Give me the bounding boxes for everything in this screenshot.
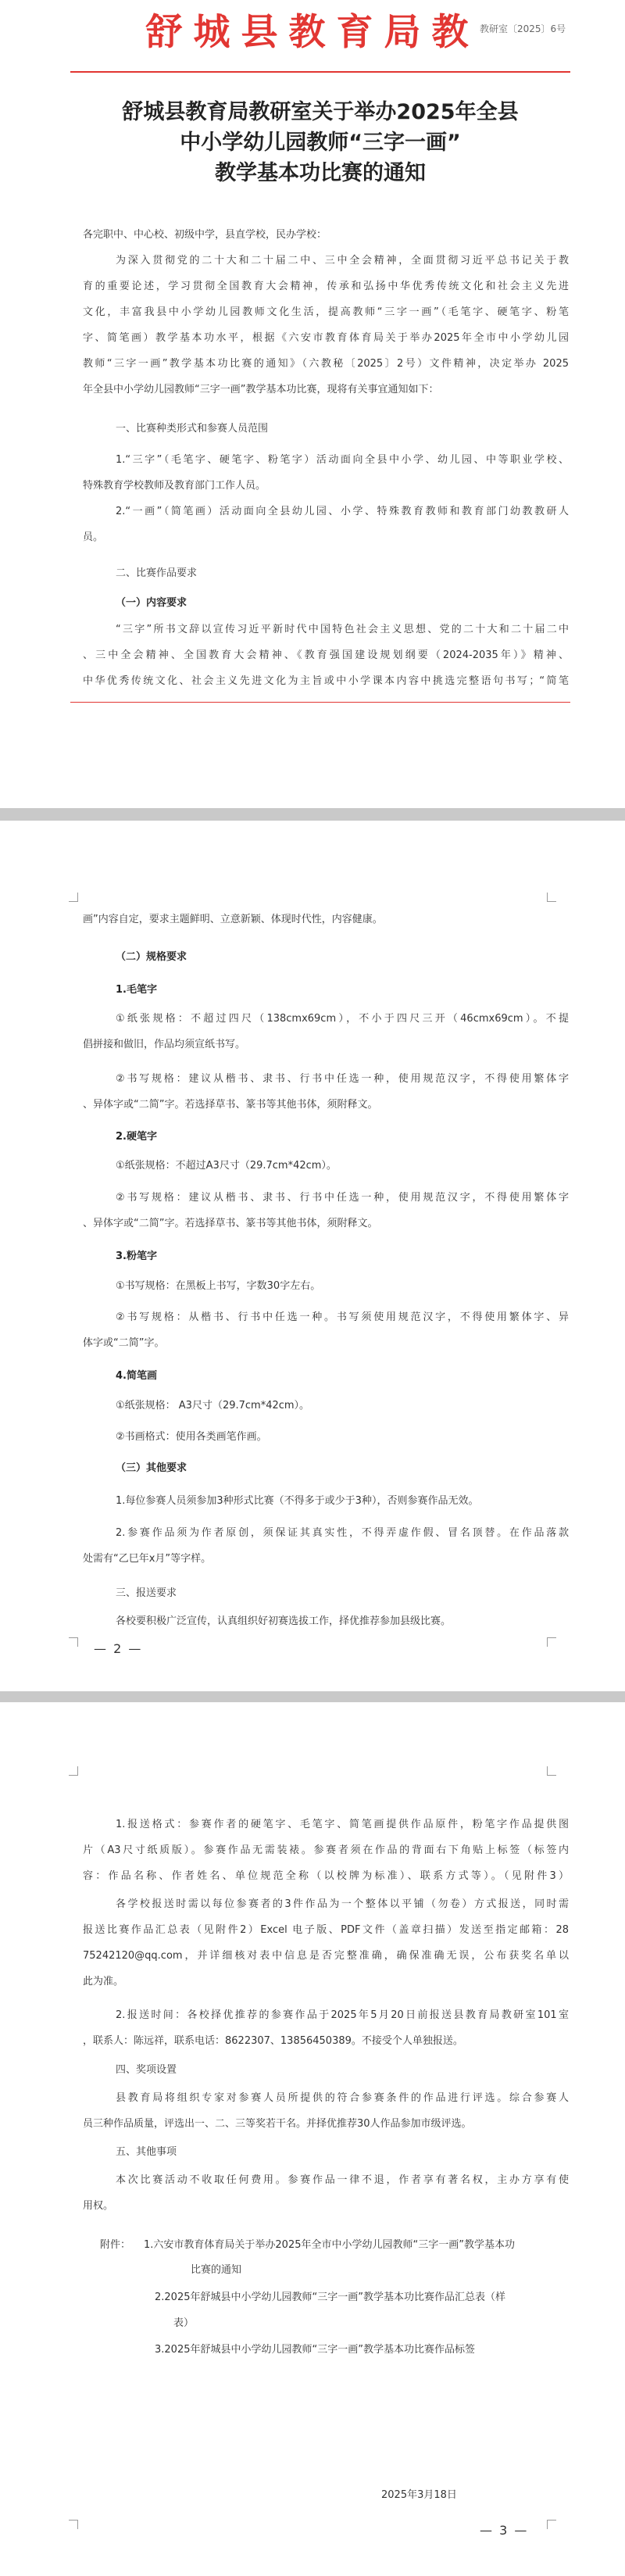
section-heading: 二、比赛作品要求	[116, 567, 198, 579]
section-heading: 四、奖项设置	[116, 2064, 177, 2076]
document-number: 教研室〔2025〕6号	[480, 23, 566, 34]
paragraph-line: 年全县中小学幼儿园教师“三字一画”教学基本功比赛，现将有关事宜通知如下：	[83, 384, 439, 395]
notice-title-line-3: 教学基本功比赛的通知	[215, 161, 426, 185]
masthead-red-line	[70, 71, 570, 73]
paragraph-line: ①纸张规格：不超过四尺（138cmx69cm），不小于四尺三开（46cmx69cm）。不提	[116, 1013, 569, 1025]
paragraph-line: 各完职中、中心校、初级中学，县直学校，民办学校：	[83, 229, 327, 241]
paragraph-line: 2.“一画”（简笔画）活动面向全县幼儿园、小学、特殊教育教师和教育部门幼教教研人	[116, 506, 569, 517]
attachment-item: 表）	[173, 2317, 195, 2329]
document-page-2	[0, 821, 625, 1691]
page-number: — 3 —	[480, 2523, 529, 2538]
paragraph-line: 、异体字或“二简”字。若选择草书、篆书等其他书体，须附释文。	[83, 1218, 378, 1229]
notice-title-line-1: 舒城县教育局教研室关于举办2025年全县	[122, 100, 519, 124]
paragraph-line: 育的重要论述，学习贯彻全国教育大会精神，传承和弘扬中华优秀传统文化和社会主义先进	[83, 281, 569, 292]
margin-corner-mark	[547, 1637, 556, 1647]
attachment-item: 3.2025年舒城县中小学幼儿园教师“三字一画”教学基本功比赛作品标签	[155, 2344, 475, 2356]
attachments-label: 附件：	[100, 2239, 131, 2251]
paragraph-line: ②书写规格：建议从楷书、隶书、行书中任选一种，使用规范汉字，不得使用繁体字	[116, 1073, 569, 1085]
item-heading: 3.粉笔字	[116, 1250, 157, 1262]
paragraph-line: 用权。	[83, 2200, 114, 2212]
issue-date: 2025年3月18日	[381, 2489, 457, 2501]
paragraph-line: 1.每位参赛人员须参加3种形式比赛（不得多于或少于3种），否则参赛作品无效。	[116, 1495, 479, 1507]
paragraph-line: 、三中全会精神、全国教育大会精神、《教育强国建设规划纲要（2024-2035年）》精神、	[83, 649, 569, 661]
paragraph-line: 字、简笔画）教学基本功水平，根据《六安市教育体育局关于举办2025年全市中小学幼儿园	[83, 332, 569, 344]
paragraph-line: 县教育局将组织专家对参赛人员所提供的符合参赛条件的作品进行评选。综合参赛人	[116, 2092, 569, 2104]
paragraph-line: ②书写规格：从楷书、行书中任选一种。书写须使用规范汉字，不得使用繁体字、异	[116, 1311, 569, 1323]
notice-title-line-2: 中小学幼儿园教师“三字一画”	[180, 131, 461, 155]
margin-corner-mark	[547, 2520, 556, 2529]
item-heading: 4.简笔画	[116, 1370, 157, 1382]
item-heading: 1.毛笔字	[116, 984, 157, 996]
attachment-item: 比赛的通知	[191, 2264, 242, 2276]
paragraph-line: 、异体字或“二简”字。若选择草书、篆书等其他书体，须附释文。	[83, 1099, 378, 1111]
section-heading: 五、其他事项	[116, 2146, 177, 2158]
margin-corner-mark	[69, 2520, 78, 2529]
section-heading: 三、报送要求	[116, 1587, 177, 1599]
item-heading: 2.硬笔字	[116, 1131, 157, 1143]
paragraph-line: 画”内容自定，要求主题鲜明、立意新颖、体现时代性，内容健康。	[83, 914, 383, 925]
paragraph-line: ①书写规格：在黑板上书写，字数30字左右。	[116, 1280, 321, 1292]
footer-red-line	[70, 702, 570, 703]
document-page-1	[0, 0, 625, 808]
document-page-3	[0, 1702, 625, 2576]
margin-corner-mark	[547, 1766, 556, 1776]
paragraph-line: 75242120@qq.com，并详细核对表中信息是否完整准确，确保准确无误，公布获奖名单以	[83, 1950, 569, 1962]
subsection-heading: （三）其他要求	[116, 1462, 188, 1474]
paragraph-line: ①纸张规格：不超过A3尺寸（29.7cm*42cm）。	[116, 1160, 337, 1172]
paragraph-line: 员三种作品质量，评选出一、二、三等奖若干名。并择优推荐30人作品参加市级评选。	[83, 2118, 472, 2130]
margin-corner-mark	[69, 1637, 78, 1647]
paragraph-line: 1.“三字”（毛笔字、硬笔字、粉笔字）活动面向全县中小学、幼儿园、中等职业学校、	[116, 454, 569, 466]
paragraph-line: 各校要积极广泛宣传，认真组织好初赛选拔工作，择优推荐参加县级比赛。	[116, 1615, 452, 1627]
subsection-heading: （一）内容要求	[116, 597, 188, 609]
paragraph-line: 中华优秀传统文化、社会主义先进文化为主旨或中小学课本内容中挑选完整语句书写；“简笔	[83, 675, 569, 687]
paragraph-line: 倡拼接和做旧，作品均须宣纸书写。	[83, 1039, 246, 1050]
paragraph-line: ，联系人：陈远祥，联系电话：8622307、13856450389。不接受个人单独报送。	[83, 2035, 463, 2047]
section-heading: 一、比赛种类形式和参赛人员范围	[116, 423, 269, 435]
margin-corner-mark	[547, 893, 556, 902]
paragraph-line: 文化，丰富我县中小学幼儿园教师文化生活，提高教师“三字一画”（毛笔字、硬笔字、粉笔	[83, 306, 569, 318]
paragraph-line: 各学校报送时需以每位参赛者的3件作品为一个整体以平铺（勿卷）方式报送，同时需	[116, 1898, 569, 1910]
paragraph-line: “三字”所书文辞以宣传习近平新时代中国特色社会主义思想、党的二十大和二十届二中	[116, 624, 569, 635]
paragraph-line: 本次比赛活动不收取任何费用。参赛作品一律不退，作者享有著名权，主办方享有使	[116, 2174, 569, 2186]
paragraph-line: 处需有“乙巳年x月”等字样。	[83, 1553, 212, 1565]
paragraph-line: 报送比赛作品汇总表（见附件2）Excel 电子版、PDF文件（盖章扫描）发送至指定邮箱：28	[83, 1924, 569, 1936]
paragraph-line: 体字或“二简”字。	[83, 1337, 165, 1349]
masthead-title: 舒城县教育局教	[145, 11, 480, 54]
attachment-item: 1.六安市教育体育局关于举办2025年全市中小学幼儿园教师“三字一画”教学基本功	[144, 2239, 515, 2251]
margin-corner-mark	[69, 1766, 78, 1776]
margin-corner-mark	[69, 893, 78, 902]
paragraph-line: 为深入贯彻党的二十大和二十届二中、三中全会精神，全面贯彻习近平总书记关于教	[116, 255, 569, 267]
paragraph-line: 此为准。	[83, 1976, 124, 1987]
paragraph-line: 1.报送格式：参赛作者的硬笔字、毛笔字、简笔画提供作品原件，粉笔字作品提供图	[116, 1819, 569, 1830]
paragraph-line: 2.参赛作品须为作者原创，须保证其真实性，不得弄虚作假、冒名顶替。在作品落款	[116, 1527, 569, 1539]
paragraph-line: ②书写规格：建议从楷书、隶书、行书中任选一种，使用规范汉字，不得使用繁体字	[116, 1192, 569, 1204]
paragraph-line: 片（A3尺寸纸质版）。参赛作品无需装裱。参赛者须在作品的背面右下角贴上标签（标签内	[83, 1844, 569, 1856]
paragraph-line: 员。	[83, 531, 104, 543]
paragraph-line: 2.报送时间：各校择优推荐的参赛作品于2025年5月20日前报送县教育局教研室101室	[116, 2009, 569, 2021]
page-number: — 2 —	[94, 1641, 143, 1656]
paragraph-line: 容：作品名称、作者姓名、单位规范全称（以校牌为标准）、联系方式等）。（见附件3）	[83, 1870, 569, 1882]
paragraph-line: ①纸张规格： A3尺寸（29.7cm*42cm）。	[116, 1400, 310, 1411]
paragraph-line: 特殊教育学校教师及教育部门工作人员。	[83, 480, 266, 492]
paragraph-line: ②书画格式：使用各类画笔作画。	[116, 1431, 267, 1443]
paragraph-line: 教师“三字一画”教学基本功比赛的通知》（六教秘〔2025〕2号）文件精神，决定举办 2025	[83, 358, 569, 370]
attachment-item: 2.2025年舒城县中小学幼儿园教师“三字一画”教学基本功比赛作品汇总表（样	[155, 2292, 505, 2303]
subsection-heading: （二）规格要求	[116, 951, 188, 963]
